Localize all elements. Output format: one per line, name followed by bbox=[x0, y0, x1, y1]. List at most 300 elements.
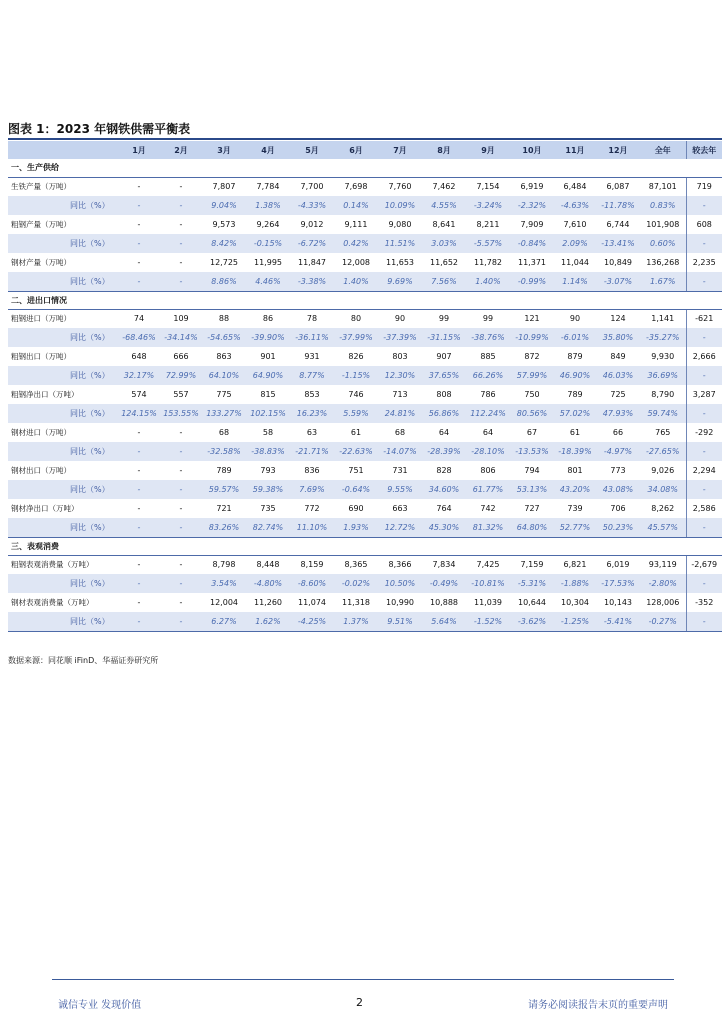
table-cell: 11,652 bbox=[430, 258, 458, 267]
table-cell: 57.02% bbox=[559, 409, 591, 418]
table-cell: - bbox=[179, 579, 183, 588]
table-cell: - bbox=[137, 560, 141, 570]
table-cell: 37.65% bbox=[428, 371, 460, 380]
table-cell: 11,653 bbox=[386, 258, 414, 267]
table-cell: 128,006 bbox=[646, 598, 680, 607]
table-cell: 9,080 bbox=[388, 220, 412, 229]
table-cell: 36.69% bbox=[647, 371, 678, 380]
table-cell: - bbox=[179, 258, 183, 267]
table-cell: 64 bbox=[438, 428, 450, 437]
row-label: 同比（%） bbox=[70, 409, 110, 418]
table-cell: 6,744 bbox=[606, 220, 630, 229]
table-cell: 1.40% bbox=[466, 272, 510, 291]
table-cell: 879 bbox=[567, 352, 583, 361]
table-cell: 10,304 bbox=[561, 598, 589, 607]
table-cell: 1.38% bbox=[255, 201, 281, 210]
yoy-row bbox=[8, 574, 722, 593]
row-label: 同比（%） bbox=[70, 239, 110, 248]
table-cell: 6,087 bbox=[606, 182, 630, 192]
table-cell: -38.83% bbox=[251, 447, 285, 456]
table-cell: 90 bbox=[394, 314, 406, 324]
table-cell: -10.99% bbox=[515, 333, 549, 342]
table-cell: 11,782 bbox=[474, 258, 502, 267]
table-cell: -4.97% bbox=[603, 447, 633, 456]
table-cell: 0.42% bbox=[343, 239, 369, 248]
table-cell: 727 bbox=[524, 504, 540, 513]
yoy-row bbox=[8, 442, 722, 461]
row-label: 同比（%） bbox=[70, 201, 110, 210]
table-cell: 739 bbox=[567, 504, 583, 513]
row-label: 钢材产量（万吨） bbox=[11, 258, 71, 267]
table-cell: - bbox=[686, 272, 722, 291]
table-cell: 11,074 bbox=[298, 598, 326, 607]
table-cell: 751 bbox=[348, 466, 364, 475]
table-cell: 7.56% bbox=[422, 272, 466, 291]
table-cell: 9,264 bbox=[256, 220, 280, 229]
table-cell: 43.08% bbox=[602, 485, 634, 494]
table-cell: 78 bbox=[306, 314, 318, 324]
table-cell: 56.86% bbox=[428, 409, 460, 418]
table-cell: -35.27% bbox=[646, 333, 680, 342]
table-cell: 12.72% bbox=[378, 518, 422, 537]
title-rule bbox=[8, 138, 722, 140]
table-cell: 9,012 bbox=[300, 220, 324, 229]
table-cell: -37.99% bbox=[339, 333, 373, 342]
table-cell: 872 bbox=[524, 352, 540, 361]
column-header: 4月 bbox=[261, 145, 275, 155]
table-cell: 121 bbox=[524, 314, 540, 324]
table-cell: 6,919 bbox=[520, 182, 544, 192]
section-header-row bbox=[8, 291, 722, 309]
table-cell: 59.38% bbox=[252, 485, 284, 494]
table-cell: 61 bbox=[350, 428, 362, 437]
table-cell: -4.25% bbox=[290, 612, 334, 631]
table-cell: 35.80% bbox=[602, 333, 634, 342]
table-cell: 101,908 bbox=[646, 220, 680, 229]
table-cell: 8,159 bbox=[300, 560, 324, 570]
table-cell: 901 bbox=[260, 352, 276, 361]
table-cell: -37.39% bbox=[383, 333, 417, 342]
value-row bbox=[8, 423, 722, 442]
table-cell: -4.33% bbox=[297, 201, 327, 210]
value-row bbox=[8, 499, 722, 518]
section-title: 三、表观消费 bbox=[8, 537, 722, 555]
table-cell: 10,143 bbox=[604, 598, 632, 607]
column-header: 5月 bbox=[305, 145, 319, 155]
value-row bbox=[8, 461, 722, 480]
table-cell: 663 bbox=[392, 504, 408, 513]
table-cell: 99 bbox=[438, 314, 450, 324]
supply-demand-table bbox=[8, 141, 722, 632]
row-label: 粗钢出口（万吨） bbox=[11, 352, 71, 361]
table-cell: 53.13% bbox=[516, 485, 548, 494]
table-cell: 808 bbox=[436, 390, 452, 399]
table-cell: 648 bbox=[131, 352, 147, 361]
table-cell: 10.50% bbox=[384, 579, 416, 588]
table-cell: 45.30% bbox=[422, 518, 466, 537]
table-cell: - bbox=[137, 504, 141, 513]
table-cell: -4.80% bbox=[253, 579, 283, 588]
table-cell: 8,365 bbox=[344, 560, 368, 570]
column-header: 3月 bbox=[217, 145, 231, 155]
table-cell: - bbox=[179, 239, 183, 248]
table-cell: 1.67% bbox=[640, 272, 686, 291]
table-cell: -1.25% bbox=[554, 612, 596, 631]
table-cell: -11.78% bbox=[601, 201, 635, 210]
table-cell: 10,644 bbox=[518, 598, 546, 607]
yoy-row bbox=[8, 272, 722, 291]
table-cell: - bbox=[686, 442, 722, 461]
table-cell: 3,287 bbox=[686, 385, 722, 404]
table-cell: -32.58% bbox=[207, 447, 241, 456]
table-cell: -5.31% bbox=[517, 579, 547, 588]
column-header: 8月 bbox=[437, 145, 451, 155]
table-cell: 11,371 bbox=[518, 258, 546, 267]
table-cell: -6.72% bbox=[297, 239, 327, 248]
table-cell: 87,101 bbox=[648, 182, 677, 192]
table-cell: 81.32% bbox=[466, 518, 510, 537]
row-label: 钢材进口（万吨） bbox=[11, 428, 71, 437]
table-cell: -18.39% bbox=[558, 447, 592, 456]
table-cell: - bbox=[179, 428, 183, 437]
table-cell: 68 bbox=[218, 428, 230, 437]
table-cell: 773 bbox=[610, 466, 626, 475]
table-cell: 666 bbox=[173, 352, 189, 361]
table-cell: 7,700 bbox=[300, 182, 324, 192]
table-cell: -39.90% bbox=[251, 333, 285, 342]
value-row bbox=[8, 177, 722, 196]
section-title: 二、进出口情况 bbox=[8, 291, 722, 309]
yoy-row bbox=[8, 518, 722, 537]
table-cell: 10,888 bbox=[430, 598, 458, 607]
table-cell: 0.83% bbox=[650, 201, 676, 210]
table-cell: - bbox=[686, 574, 722, 593]
table-cell: 4.46% bbox=[246, 272, 290, 291]
table-cell: - bbox=[137, 428, 141, 437]
table-cell: -1.88% bbox=[560, 579, 590, 588]
table-cell: 2,235 bbox=[686, 253, 722, 272]
table-cell: 136,268 bbox=[646, 258, 680, 267]
table-cell: - bbox=[179, 560, 183, 570]
row-label: 钢材净出口（万吨） bbox=[11, 504, 79, 513]
table-cell: 63 bbox=[306, 428, 318, 437]
table-cell: -0.99% bbox=[510, 272, 554, 291]
column-header: 9月 bbox=[481, 145, 495, 155]
table-cell: 9,111 bbox=[344, 220, 368, 229]
table-cell: 7,784 bbox=[256, 182, 280, 192]
table-cell: - bbox=[118, 612, 160, 631]
row-label: 钢材出口（万吨） bbox=[11, 466, 71, 475]
table-cell: 12.30% bbox=[384, 371, 416, 380]
table-cell: 8.86% bbox=[202, 272, 246, 291]
table-cell: 735 bbox=[260, 504, 276, 513]
value-row bbox=[8, 593, 722, 612]
row-label: 同比（%） bbox=[8, 612, 118, 631]
table-cell: 34.60% bbox=[428, 485, 460, 494]
table-cell: 8.42% bbox=[211, 239, 237, 248]
table-cell: 713 bbox=[392, 390, 408, 399]
table-cell: -352 bbox=[686, 593, 722, 612]
table-cell: 4.55% bbox=[431, 201, 457, 210]
table-cell: 815 bbox=[260, 390, 276, 399]
table-cell: 6,484 bbox=[563, 182, 587, 192]
table-cell: -38.76% bbox=[471, 333, 505, 342]
table-cell: 772 bbox=[304, 504, 320, 513]
table-cell: 9,573 bbox=[212, 220, 236, 229]
table-cell: 50.23% bbox=[596, 518, 640, 537]
table-cell: 1.37% bbox=[334, 612, 378, 631]
table-cell: 10,990 bbox=[386, 598, 414, 607]
table-cell: 8,366 bbox=[388, 560, 412, 570]
table-cell: 1.62% bbox=[246, 612, 290, 631]
table-cell: 11,044 bbox=[561, 258, 589, 267]
table-cell: 806 bbox=[480, 466, 496, 475]
row-label: 粗钢产量（万吨） bbox=[11, 220, 71, 229]
table-cell: -0.49% bbox=[429, 579, 459, 588]
page-title: 图表 1：2023 年钢铁供需平衡表 bbox=[8, 122, 191, 136]
table-cell: 11,995 bbox=[254, 258, 282, 267]
table-cell: - bbox=[118, 272, 160, 291]
table-cell: 12,725 bbox=[210, 258, 238, 267]
table-cell: 8,790 bbox=[651, 390, 675, 399]
table-cell: 764 bbox=[436, 504, 452, 513]
table-cell: 557 bbox=[173, 390, 189, 399]
table-cell: -2.32% bbox=[517, 201, 547, 210]
table-cell: 11,847 bbox=[298, 258, 326, 267]
table-cell: 64 bbox=[482, 428, 494, 437]
column-header: 2月 bbox=[174, 145, 188, 155]
table-cell: 67 bbox=[526, 428, 538, 437]
table-cell: 45.57% bbox=[640, 518, 686, 537]
table-cell: -5.41% bbox=[596, 612, 640, 631]
footer-rule bbox=[52, 979, 674, 980]
table-cell: -28.10% bbox=[471, 447, 505, 456]
table-cell: - bbox=[179, 201, 183, 210]
column-header: 1月 bbox=[132, 145, 146, 155]
row-label: 同比（%） bbox=[70, 447, 110, 456]
table-cell: -0.84% bbox=[517, 239, 547, 248]
table-cell: 794 bbox=[524, 466, 540, 475]
table-cell: -4.63% bbox=[560, 201, 590, 210]
table-cell: 2,586 bbox=[686, 499, 722, 518]
table-cell: -13.53% bbox=[515, 447, 549, 456]
footer-disclaimer: 请务必阅读报告末页的重要声明 bbox=[528, 1000, 668, 1011]
table-cell: - bbox=[137, 485, 141, 494]
table-cell: 1.93% bbox=[334, 518, 378, 537]
table-cell: 112.24% bbox=[470, 409, 506, 418]
table-cell: 750 bbox=[524, 390, 540, 399]
table-cell: - bbox=[137, 466, 141, 475]
table-cell: - bbox=[179, 485, 183, 494]
table-cell: -3.38% bbox=[290, 272, 334, 291]
table-cell: 109 bbox=[173, 314, 189, 324]
table-cell: -21.71% bbox=[295, 447, 329, 456]
table-cell: 789 bbox=[567, 390, 583, 399]
table-cell: - bbox=[686, 366, 722, 385]
table-cell: 7,834 bbox=[432, 560, 456, 570]
table-cell: 907 bbox=[436, 352, 452, 361]
table-cell: - bbox=[118, 518, 160, 537]
table-cell: 124.15% bbox=[121, 409, 157, 418]
table-cell: 6.27% bbox=[202, 612, 246, 631]
table-cell: 61 bbox=[569, 428, 581, 437]
table-cell: 133.27% bbox=[206, 409, 242, 418]
table-cell: 11.51% bbox=[384, 239, 416, 248]
table-cell: 803 bbox=[392, 352, 408, 361]
table-cell: 10.09% bbox=[384, 201, 416, 210]
table-cell: 2.09% bbox=[562, 239, 588, 248]
table-cell: 721 bbox=[216, 504, 232, 513]
table-cell: - bbox=[160, 272, 202, 291]
section-header-row bbox=[8, 537, 722, 555]
table-cell: 719 bbox=[686, 177, 722, 196]
yoy-row bbox=[8, 328, 722, 347]
table-cell: 32.17% bbox=[123, 371, 155, 380]
yoy-row bbox=[8, 612, 722, 631]
table-cell: 789 bbox=[216, 466, 232, 475]
table-cell: -2,679 bbox=[686, 555, 722, 574]
value-row bbox=[8, 347, 722, 366]
table-cell: 793 bbox=[260, 466, 276, 475]
table-cell: 853 bbox=[304, 390, 320, 399]
row-label: 粗钢表观消费量（万吨） bbox=[11, 560, 94, 570]
table-cell: 9.51% bbox=[378, 612, 422, 631]
table-cell: 9.55% bbox=[387, 485, 413, 494]
table-cell: 725 bbox=[610, 390, 626, 399]
table-cell: -1.52% bbox=[466, 612, 510, 631]
table-cell: - bbox=[137, 239, 141, 248]
table-cell: - bbox=[179, 466, 183, 475]
column-header: 7月 bbox=[393, 145, 407, 155]
table-cell: 1,141 bbox=[651, 314, 675, 324]
table-cell: 52.77% bbox=[554, 518, 596, 537]
table-cell: 1.40% bbox=[334, 272, 378, 291]
row-label: 生铁产量（万吨） bbox=[11, 182, 71, 192]
table-cell: 8,211 bbox=[476, 220, 500, 229]
table-cell: -2.80% bbox=[648, 579, 677, 588]
table-cell: 7,154 bbox=[476, 182, 500, 192]
table-cell: 86 bbox=[262, 314, 274, 324]
table-cell: -27.65% bbox=[646, 447, 680, 456]
table-cell: -36.11% bbox=[295, 333, 329, 342]
table-cell: 11,260 bbox=[254, 598, 282, 607]
table-cell: - bbox=[686, 518, 722, 537]
table-cell: 828 bbox=[436, 466, 452, 475]
table-cell: -22.63% bbox=[339, 447, 373, 456]
table-cell: 7,425 bbox=[476, 560, 500, 570]
table-cell: - bbox=[160, 612, 202, 631]
table-cell: 80 bbox=[350, 314, 362, 324]
table-cell: 124 bbox=[610, 314, 626, 324]
table-cell: -34.14% bbox=[164, 333, 198, 342]
table-cell: 43.20% bbox=[559, 485, 591, 494]
table-cell: 59.57% bbox=[208, 485, 240, 494]
yoy-row bbox=[8, 234, 722, 253]
table-cell: - bbox=[137, 598, 141, 607]
table-cell: - bbox=[179, 220, 183, 229]
table-cell: -13.41% bbox=[601, 239, 635, 248]
table-cell: -621 bbox=[686, 309, 722, 328]
table-cell: 7,610 bbox=[563, 220, 587, 229]
table-cell: 34.08% bbox=[647, 485, 678, 494]
table-cell: - bbox=[160, 518, 202, 537]
table-cell: 66.26% bbox=[472, 371, 504, 380]
table-cell: 88 bbox=[218, 314, 230, 324]
table-cell: 742 bbox=[480, 504, 496, 513]
table-cell: -31.15% bbox=[427, 333, 461, 342]
column-header: 6月 bbox=[349, 145, 363, 155]
column-header: 全年 bbox=[654, 145, 671, 155]
table-cell: 8.77% bbox=[299, 371, 325, 380]
table-cell: 8,448 bbox=[256, 560, 280, 570]
table-cell: 849 bbox=[610, 352, 626, 361]
table-cell: -1.15% bbox=[341, 371, 371, 380]
table-cell: 1.14% bbox=[554, 272, 596, 291]
row-label: 粗钢进口（万吨） bbox=[11, 314, 71, 324]
table-cell: 9.69% bbox=[378, 272, 422, 291]
table-cell: 9.04% bbox=[211, 201, 237, 210]
table-cell: 2,294 bbox=[686, 461, 722, 480]
column-header: 12月 bbox=[608, 145, 628, 155]
value-row bbox=[8, 253, 722, 272]
table-cell: 10,849 bbox=[604, 258, 632, 267]
table-cell: - bbox=[137, 201, 141, 210]
table-cell: 608 bbox=[686, 215, 722, 234]
table-cell: 9,930 bbox=[651, 352, 675, 361]
table-cell: 775 bbox=[216, 390, 232, 399]
table-cell: - bbox=[686, 196, 722, 215]
table-cell: -14.07% bbox=[383, 447, 417, 456]
table-cell: 746 bbox=[348, 390, 364, 399]
table-cell: 24.81% bbox=[384, 409, 416, 418]
table-cell: 7.69% bbox=[299, 485, 325, 494]
table-cell: 3.54% bbox=[211, 579, 237, 588]
table-cell: -17.53% bbox=[601, 579, 635, 588]
table-cell: 80.56% bbox=[516, 409, 548, 418]
table-cell: -0.64% bbox=[341, 485, 371, 494]
table-cell: 11.10% bbox=[290, 518, 334, 537]
table-cell: 706 bbox=[610, 504, 626, 513]
table-cell: 931 bbox=[304, 352, 320, 361]
table-cell: 57.99% bbox=[516, 371, 548, 380]
table-cell: 863 bbox=[216, 352, 232, 361]
table-cell: 16.23% bbox=[296, 409, 328, 418]
table-cell: - bbox=[179, 447, 183, 456]
value-row bbox=[8, 385, 722, 404]
table-cell: 82.74% bbox=[246, 518, 290, 537]
row-label: 同比（%） bbox=[70, 579, 110, 588]
table-cell: 11,039 bbox=[474, 598, 502, 607]
table-cell: 83.26% bbox=[202, 518, 246, 537]
table-cell: 574 bbox=[131, 390, 147, 399]
table-cell: 8,262 bbox=[651, 504, 675, 513]
value-row bbox=[8, 555, 722, 574]
table-cell: 826 bbox=[348, 352, 364, 361]
value-row bbox=[8, 309, 722, 328]
table-cell: -0.15% bbox=[253, 239, 283, 248]
table-cell: 9,026 bbox=[651, 466, 675, 475]
table-cell: 7,760 bbox=[388, 182, 412, 192]
column-header: 较去年 bbox=[686, 141, 722, 159]
table-cell: - bbox=[686, 404, 722, 423]
row-label: 钢材表观消费量（万吨） bbox=[11, 598, 94, 607]
table-cell: - bbox=[686, 234, 722, 253]
table-cell: 5.59% bbox=[343, 409, 369, 418]
table-cell: -28.39% bbox=[427, 447, 461, 456]
table-cell: -292 bbox=[686, 423, 722, 442]
table-cell: 731 bbox=[392, 466, 408, 475]
table-cell: 7,909 bbox=[520, 220, 544, 229]
